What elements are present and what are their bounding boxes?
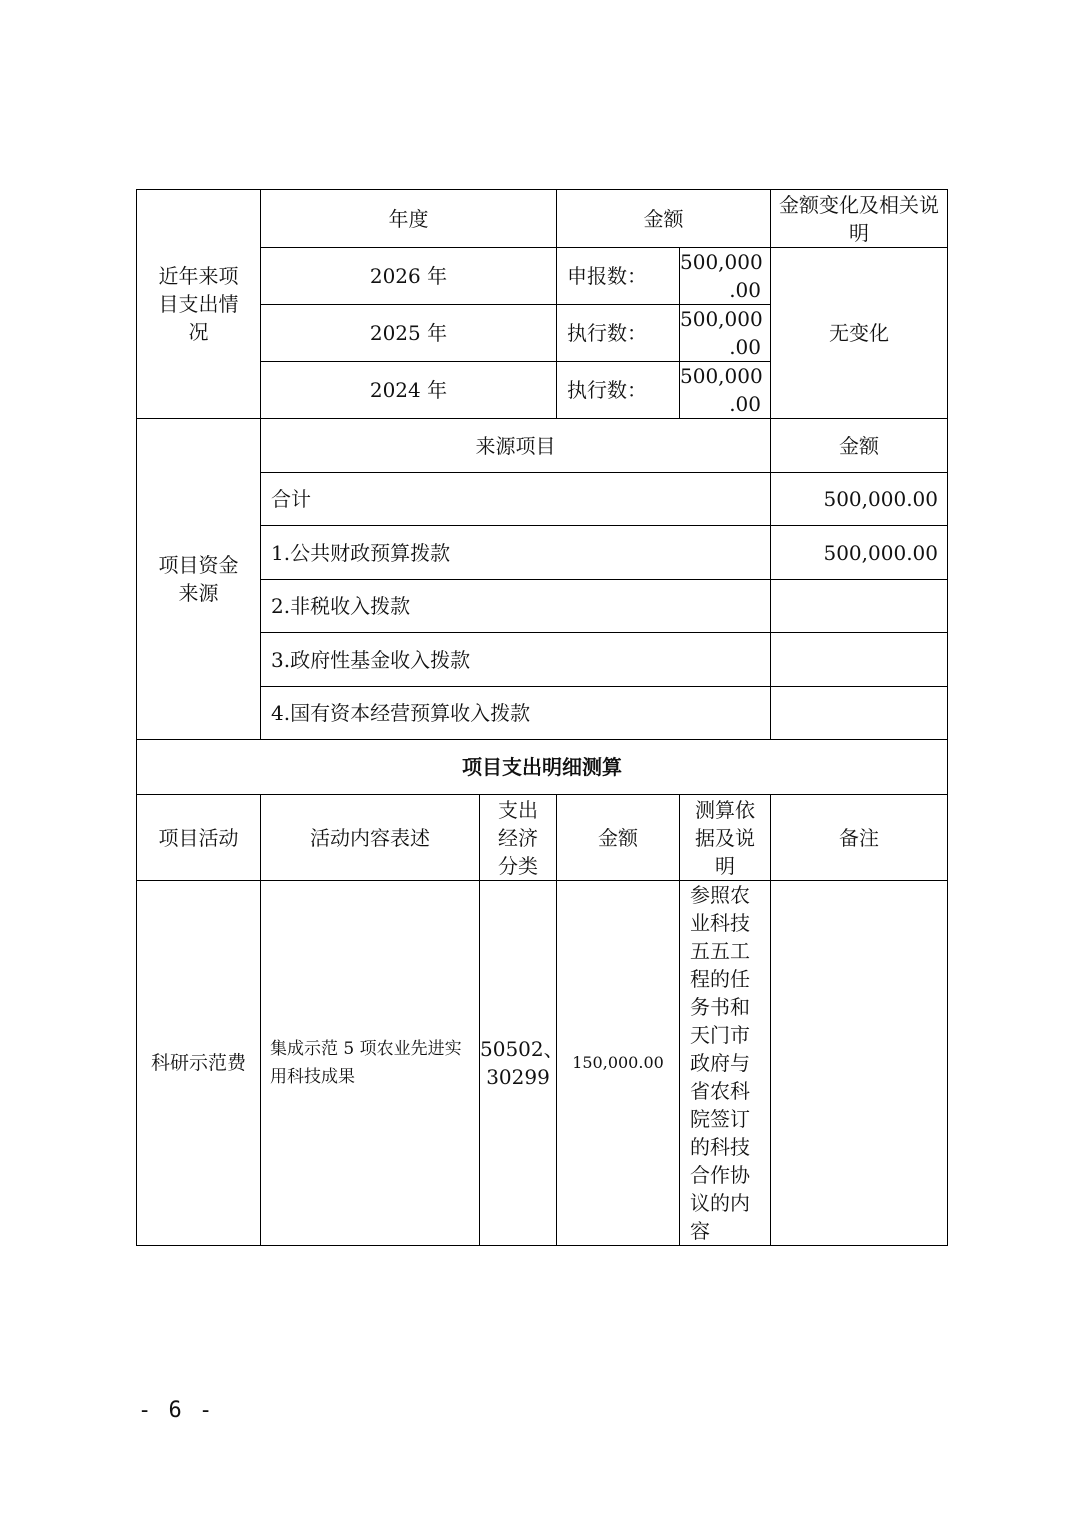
history-type: 执行数：: [557, 305, 680, 362]
history-type: 执行数：: [557, 362, 680, 419]
detail-title-row: [137, 740, 948, 795]
history-amount-line1: 500,000: [680, 307, 763, 331]
funding-amount: [771, 687, 948, 740]
detail-activity: 科研示范费: [137, 881, 261, 1246]
detail-category: [480, 881, 564, 1246]
funding-source: 3.政府性基金收入拨款: [261, 633, 771, 687]
funding-source: 2.非税收入拨款: [261, 580, 771, 633]
funding-source: 合计: [261, 473, 771, 526]
detail-remark: [771, 881, 948, 1246]
history-type: 申报数：: [557, 248, 680, 305]
detail-basis: 参照农业科技五五工程的任务书和天门市政府与省农科院签订的科技合作协议的内容: [680, 881, 771, 1246]
history-amount-line2: .00: [729, 335, 761, 359]
detail-category-line1: 50502、: [480, 1037, 564, 1061]
category-header: 支出经济分类: [480, 795, 557, 881]
year-header: 年度: [261, 190, 557, 248]
funding-source: 4.国有资本经营预算收入拨款: [261, 687, 771, 740]
history-header-row: [137, 190, 948, 248]
funding-amount: 500,000.00: [771, 473, 948, 526]
change-note-header: 金额变化及相关说明: [771, 190, 948, 248]
detail-row: [137, 881, 948, 1246]
funding-header-row: [137, 419, 948, 473]
history-year: 2024 年: [261, 362, 557, 419]
history-label: 近年来项目支出情况: [137, 190, 261, 419]
history-amount: [680, 248, 771, 305]
history-amount-line2: .00: [729, 278, 761, 302]
history-year: 2025 年: [261, 305, 557, 362]
history-amount: [680, 362, 771, 419]
detail-amount: 150,000.00: [557, 881, 680, 1246]
source-header: 来源项目: [261, 419, 771, 473]
funding-source: 1.公共财政预算拨款: [261, 526, 771, 580]
page-number: - 6 -: [138, 1398, 215, 1423]
funding-amount: [771, 633, 948, 687]
detail-category-line2: 30299: [486, 1065, 550, 1089]
funding-amount: [771, 580, 948, 633]
activity-header: 项目活动: [137, 795, 261, 881]
history-year: 2026 年: [261, 248, 557, 305]
funding-label: 项目资金来源: [137, 419, 261, 740]
project-budget-table: [136, 189, 948, 1246]
funding-amount-header: 金额: [771, 419, 948, 473]
history-amount-line1: 500,000: [680, 364, 763, 388]
amount-header: 金额: [557, 190, 771, 248]
description-header: 活动内容表述: [261, 795, 480, 881]
history-amount-line2: .00: [729, 392, 761, 416]
detail-description: 集成示范 5 项农业先进实用科技成果: [261, 881, 480, 1246]
history-amount-line1: 500,000: [680, 250, 763, 274]
funding-amount: 500,000.00: [771, 526, 948, 580]
history-amount: [680, 305, 771, 362]
detail-amount-header: 金额: [557, 795, 680, 881]
basis-header: 测算依据及说明: [680, 795, 771, 881]
remark-header: 备注: [771, 795, 948, 881]
change-value: 无变化: [771, 248, 948, 419]
detail-title: 项目支出明细测算: [137, 740, 948, 795]
detail-header-row: [137, 795, 948, 881]
